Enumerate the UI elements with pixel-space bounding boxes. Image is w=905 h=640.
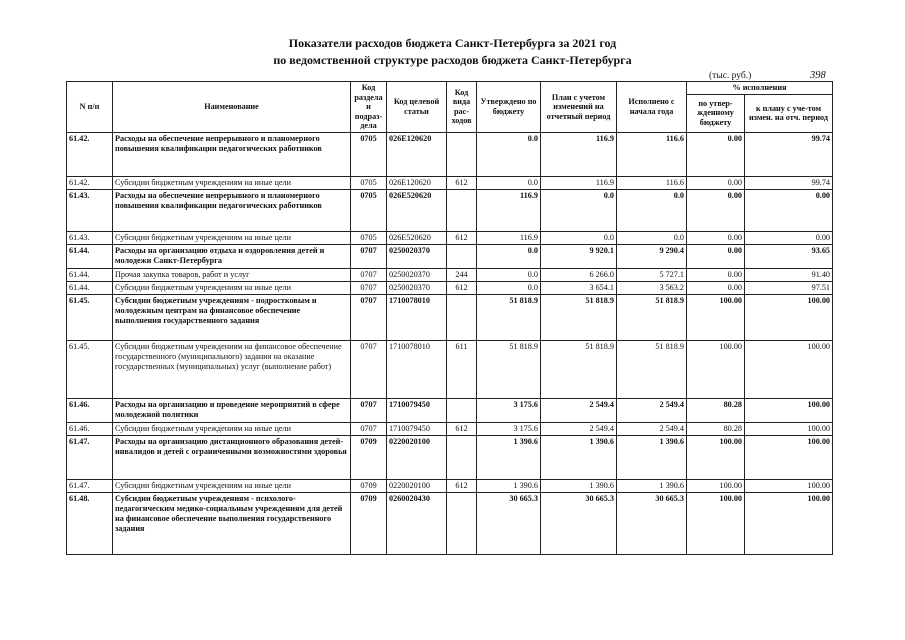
row-pct-approved: 0.00 bbox=[687, 189, 745, 231]
row-name: Субсидии бюджетным учреждениям на иные цели bbox=[113, 231, 351, 244]
row-executed: 116.6 bbox=[617, 176, 687, 189]
row-target-code: 0250020370 bbox=[387, 268, 447, 281]
row-executed: 5 727.1 bbox=[617, 268, 687, 281]
row-section-code: 0707 bbox=[351, 294, 387, 340]
row-target-code: 0250020370 bbox=[387, 281, 447, 294]
header-pct-plan: к плану с уче-том измен. на отч. период bbox=[745, 94, 833, 132]
row-plan: 1 390.6 bbox=[541, 435, 617, 479]
row-number: 61.43. bbox=[67, 231, 113, 244]
row-target-code: 0260020430 bbox=[387, 492, 447, 554]
row-target-code: 026Е120620 bbox=[387, 176, 447, 189]
row-name: Субсидии бюджетным учреждениям - психолого-педагогическим медико-социальным учреждениям для детей на финансовое обеспечение выполнения государственного задания bbox=[113, 492, 351, 554]
row-pct-plan: 97.51 bbox=[745, 281, 833, 294]
row-executed: 3 563.2 bbox=[617, 281, 687, 294]
row-number: 61.48. bbox=[67, 492, 113, 554]
row-number: 61.44. bbox=[67, 244, 113, 268]
row-target-code: 026Е520620 bbox=[387, 231, 447, 244]
row-pct-plan: 99.74 bbox=[745, 176, 833, 189]
row-executed: 1 390.6 bbox=[617, 435, 687, 479]
row-approved: 116.9 bbox=[477, 189, 541, 231]
row-plan: 2 549.4 bbox=[541, 422, 617, 435]
row-section-code: 0709 bbox=[351, 479, 387, 492]
row-type-code: 244 bbox=[447, 268, 477, 281]
row-pct-approved: 0.00 bbox=[687, 176, 745, 189]
table-row bbox=[67, 492, 833, 554]
row-section-code: 0707 bbox=[351, 268, 387, 281]
row-type-code: 611 bbox=[447, 340, 477, 398]
document-subtitle: по ведомственной структуре расходов бюджета Санкт-Петербурга bbox=[273, 53, 632, 67]
row-plan: 116.9 bbox=[541, 176, 617, 189]
row-type-code bbox=[447, 294, 477, 340]
row-type-code bbox=[447, 492, 477, 554]
row-section-code: 0705 bbox=[351, 189, 387, 231]
row-number: 61.42. bbox=[67, 132, 113, 176]
row-pct-plan: 100.00 bbox=[745, 340, 833, 398]
row-plan: 51 818.9 bbox=[541, 340, 617, 398]
row-name: Расходы на обеспечение непрерывного и планомерного повышения квалификации педагогических работников bbox=[113, 189, 351, 231]
row-target-code: 1710078010 bbox=[387, 294, 447, 340]
row-approved: 3 175.6 bbox=[477, 398, 541, 422]
row-pct-plan: 100.00 bbox=[745, 398, 833, 422]
row-name: Расходы на организацию отдыха и оздоровления детей и молодежи Санкт-Петербурга bbox=[113, 244, 351, 268]
row-name: Прочая закупка товаров, работ и услуг bbox=[113, 268, 351, 281]
row-pct-plan: 100.00 bbox=[745, 435, 833, 479]
row-name: Субсидии бюджетным учреждениям на иные цели bbox=[113, 176, 351, 189]
row-plan: 3 654.1 bbox=[541, 281, 617, 294]
header-pct-approved: по утвер-жденному бюджету bbox=[687, 94, 745, 132]
row-type-code bbox=[447, 132, 477, 176]
row-number: 61.46. bbox=[67, 398, 113, 422]
row-number: 61.42. bbox=[67, 176, 113, 189]
row-pct-approved: 100.00 bbox=[687, 435, 745, 479]
row-plan: 116.9 bbox=[541, 132, 617, 176]
row-executed: 1 390.6 bbox=[617, 479, 687, 492]
table-row bbox=[67, 231, 833, 244]
table-row bbox=[67, 294, 833, 340]
row-section-code: 0709 bbox=[351, 435, 387, 479]
row-type-code: 612 bbox=[447, 176, 477, 189]
document-title: Показатели расходов бюджета Санкт-Петербурга за 2021 год bbox=[288, 36, 617, 50]
header-name: Наименование bbox=[113, 82, 351, 133]
unit-label: (тыс. руб.) bbox=[709, 71, 752, 81]
header-section: Код раздела и подраз-дела bbox=[351, 82, 387, 133]
table-row bbox=[67, 132, 833, 176]
row-pct-plan: 0.00 bbox=[745, 189, 833, 231]
row-number: 61.47. bbox=[67, 435, 113, 479]
row-target-code: 1710079450 bbox=[387, 422, 447, 435]
table-row bbox=[67, 189, 833, 231]
table-row bbox=[67, 281, 833, 294]
row-plan: 0.0 bbox=[541, 189, 617, 231]
row-executed: 51 818.9 bbox=[617, 294, 687, 340]
row-section-code: 0705 bbox=[351, 176, 387, 189]
header-approved: Утверждено по бюджету bbox=[477, 82, 541, 133]
row-executed: 0.0 bbox=[617, 189, 687, 231]
row-approved: 1 390.6 bbox=[477, 479, 541, 492]
row-type-code bbox=[447, 435, 477, 479]
row-name: Расходы на организацию дистанционного образования детей-инвалидов и детей с ограниченными возможностями здоровья bbox=[113, 435, 351, 479]
row-approved: 1 390.6 bbox=[477, 435, 541, 479]
expenditure-table bbox=[66, 81, 833, 555]
row-section-code: 0707 bbox=[351, 398, 387, 422]
row-approved: 30 665.3 bbox=[477, 492, 541, 554]
table-row bbox=[67, 244, 833, 268]
row-pct-plan: 100.00 bbox=[745, 422, 833, 435]
row-executed: 2 549.4 bbox=[617, 422, 687, 435]
row-pct-plan: 100.00 bbox=[745, 492, 833, 554]
row-pct-approved: 100.00 bbox=[687, 492, 745, 554]
row-pct-approved: 100.00 bbox=[687, 294, 745, 340]
row-approved: 0.0 bbox=[477, 268, 541, 281]
row-approved: 116.9 bbox=[477, 231, 541, 244]
row-approved: 51 818.9 bbox=[477, 294, 541, 340]
row-type-code: 612 bbox=[447, 231, 477, 244]
table-row bbox=[67, 479, 833, 492]
row-executed: 116.6 bbox=[617, 132, 687, 176]
row-executed: 9 290.4 bbox=[617, 244, 687, 268]
header-type: Код вида рас-ходов bbox=[447, 82, 477, 133]
table-row bbox=[67, 398, 833, 422]
row-target-code: 1710078010 bbox=[387, 340, 447, 398]
row-executed: 0.0 bbox=[617, 231, 687, 244]
row-pct-approved: 100.00 bbox=[687, 340, 745, 398]
row-name: Субсидии бюджетным учреждениям на иные цели bbox=[113, 479, 351, 492]
row-target-code: 1710079450 bbox=[387, 398, 447, 422]
row-pct-approved: 0.00 bbox=[687, 281, 745, 294]
row-number: 61.44. bbox=[67, 268, 113, 281]
row-pct-plan: 100.00 bbox=[745, 294, 833, 340]
row-section-code: 0707 bbox=[351, 340, 387, 398]
header-target: Код целевой статьи bbox=[387, 82, 447, 133]
row-approved: 0.0 bbox=[477, 244, 541, 268]
row-plan: 0.0 bbox=[541, 231, 617, 244]
row-target-code: 026Е520620 bbox=[387, 189, 447, 231]
row-approved: 0.0 bbox=[477, 176, 541, 189]
row-executed: 2 549.4 bbox=[617, 398, 687, 422]
table-row bbox=[67, 176, 833, 189]
row-pct-approved: 0.00 bbox=[687, 231, 745, 244]
row-number: 61.43. bbox=[67, 189, 113, 231]
row-section-code: 0705 bbox=[351, 231, 387, 244]
row-target-code: 026Е120620 bbox=[387, 132, 447, 176]
table-row bbox=[67, 268, 833, 281]
row-target-code: 0250020370 bbox=[387, 244, 447, 268]
row-pct-approved: 80.28 bbox=[687, 398, 745, 422]
row-section-code: 0707 bbox=[351, 422, 387, 435]
row-name: Субсидии бюджетным учреждениям на иные цели bbox=[113, 281, 351, 294]
row-pct-plan: 93.65 bbox=[745, 244, 833, 268]
row-pct-approved: 0.00 bbox=[687, 244, 745, 268]
row-plan: 6 266.0 bbox=[541, 268, 617, 281]
row-type-code bbox=[447, 398, 477, 422]
row-number: 61.47. bbox=[67, 479, 113, 492]
row-pct-plan: 100.00 bbox=[745, 479, 833, 492]
row-approved: 51 818.9 bbox=[477, 340, 541, 398]
row-pct-approved: 0.00 bbox=[687, 132, 745, 176]
row-pct-plan: 0.00 bbox=[745, 231, 833, 244]
row-section-code: 0705 bbox=[351, 132, 387, 176]
row-approved: 0.0 bbox=[477, 132, 541, 176]
row-type-code bbox=[447, 244, 477, 268]
table-row bbox=[67, 435, 833, 479]
row-number: 61.44. bbox=[67, 281, 113, 294]
row-number: 61.45. bbox=[67, 340, 113, 398]
row-pct-approved: 100.00 bbox=[687, 479, 745, 492]
header-plan: План с учетом изменений на отчетный период bbox=[541, 82, 617, 133]
header-executed: Исполнено с начала года bbox=[617, 82, 687, 133]
row-type-code: 612 bbox=[447, 479, 477, 492]
header-percent-group: % исполнения bbox=[687, 82, 833, 95]
row-type-code: 612 bbox=[447, 422, 477, 435]
row-plan: 51 818.9 bbox=[541, 294, 617, 340]
row-section-code: 0707 bbox=[351, 244, 387, 268]
row-executed: 51 818.9 bbox=[617, 340, 687, 398]
row-number: 61.46. bbox=[67, 422, 113, 435]
table-row bbox=[67, 422, 833, 435]
page-number: 398 bbox=[810, 70, 826, 81]
row-pct-approved: 80.28 bbox=[687, 422, 745, 435]
row-approved: 3 175.6 bbox=[477, 422, 541, 435]
row-executed: 30 665.3 bbox=[617, 492, 687, 554]
row-section-code: 0709 bbox=[351, 492, 387, 554]
row-name: Субсидии бюджетным учреждениям - подростковым и молодежным центрам на финансовое обеспечение выполнения государственного задания bbox=[113, 294, 351, 340]
table-row bbox=[67, 340, 833, 398]
row-section-code: 0707 bbox=[351, 281, 387, 294]
row-name: Субсидии бюджетным учреждениям на иные цели bbox=[113, 422, 351, 435]
row-name: Расходы на организацию и проведение мероприятий в сфере молодежной политики bbox=[113, 398, 351, 422]
row-plan: 30 665.3 bbox=[541, 492, 617, 554]
table-body bbox=[67, 132, 833, 554]
row-type-code bbox=[447, 189, 477, 231]
row-plan: 1 390.6 bbox=[541, 479, 617, 492]
row-pct-plan: 99.74 bbox=[745, 132, 833, 176]
row-target-code: 0220020100 bbox=[387, 479, 447, 492]
row-plan: 2 549.4 bbox=[541, 398, 617, 422]
row-target-code: 0220020100 bbox=[387, 435, 447, 479]
row-pct-plan: 91.40 bbox=[745, 268, 833, 281]
header-num: N п/п bbox=[67, 82, 113, 133]
row-name: Расходы на обеспечение непрерывного и планомерного повышения квалификации педагогических работников bbox=[113, 132, 351, 176]
row-name: Субсидии бюджетным учреждениям на финансовое обеспечение государственного (муниципального) задания на оказание государственных (муниципальных) услуг (выполнение работ) bbox=[113, 340, 351, 398]
row-number: 61.45. bbox=[67, 294, 113, 340]
row-plan: 9 920.1 bbox=[541, 244, 617, 268]
row-approved: 0.0 bbox=[477, 281, 541, 294]
row-pct-approved: 0.00 bbox=[687, 268, 745, 281]
row-type-code: 612 bbox=[447, 281, 477, 294]
